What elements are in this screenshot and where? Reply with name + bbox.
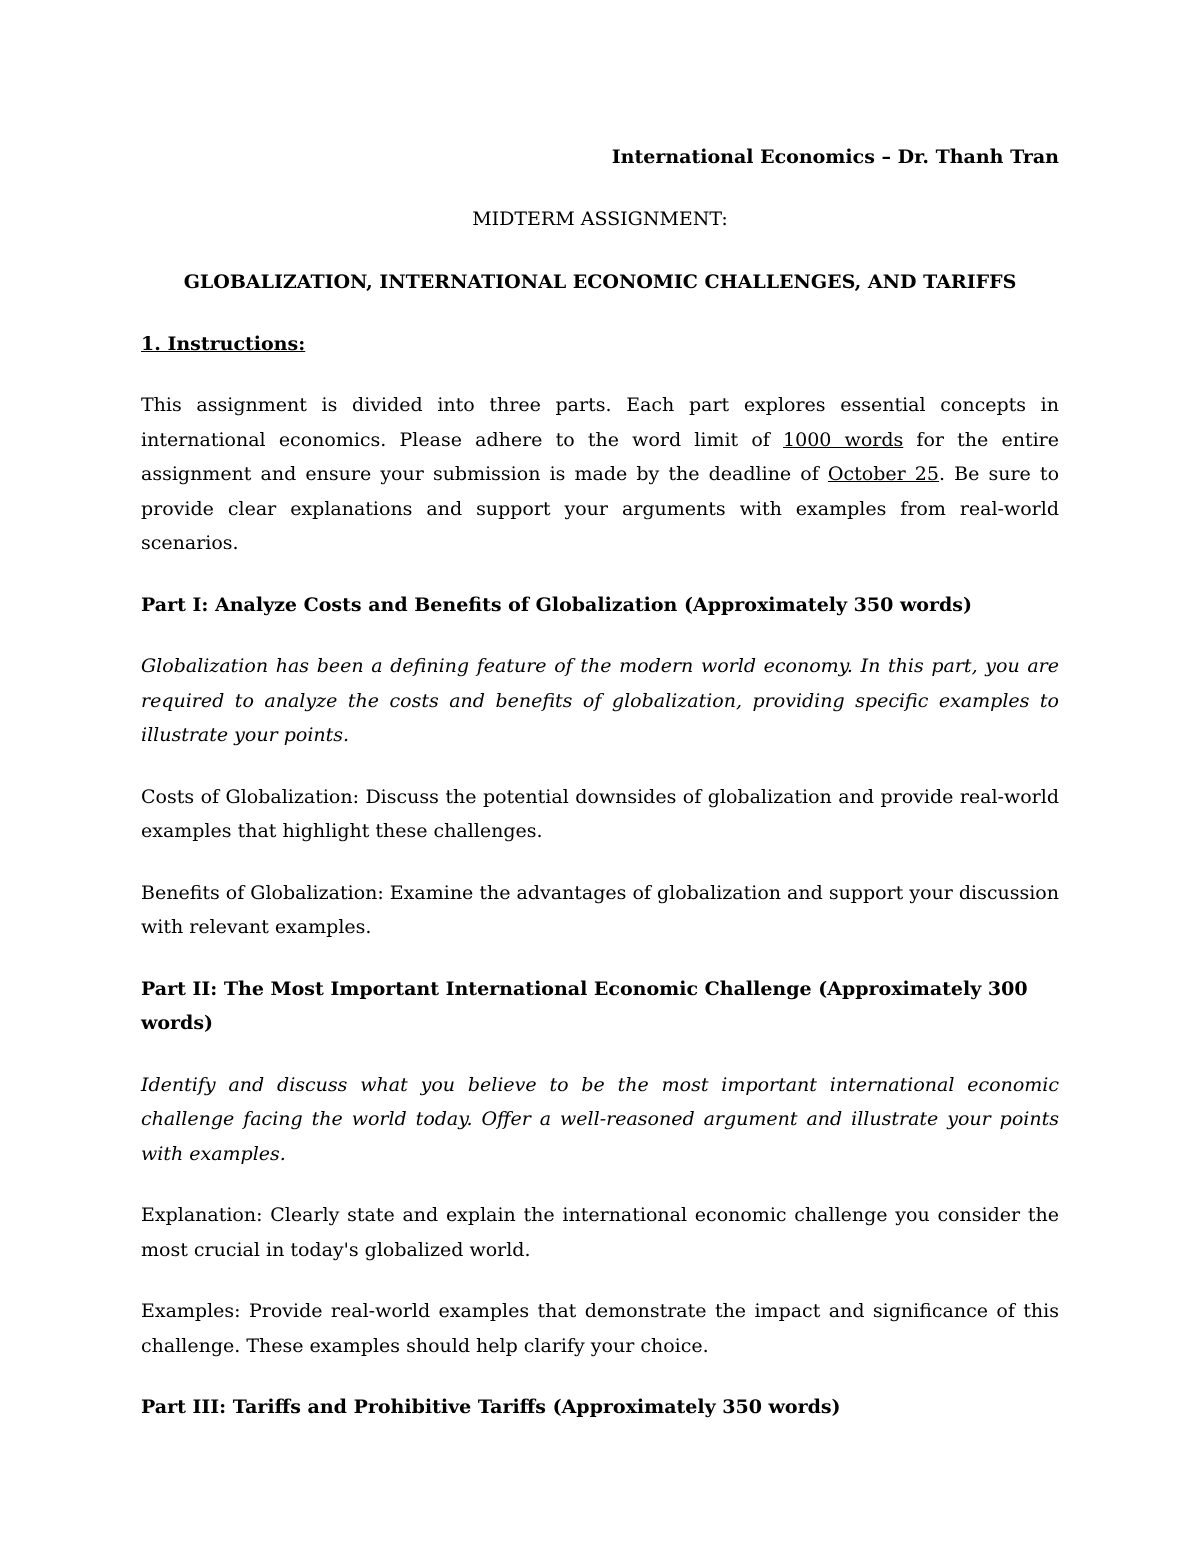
part1-intro: Globalization has been a defining feature of the modern world economy. In this part, you are required to analyze the costs and benefits of globalization, providing specific examples to illustrate your points. xyxy=(141,655,1059,746)
instructions-paragraph xyxy=(141,388,1059,561)
deadline: October 25 xyxy=(827,463,939,485)
document-body xyxy=(141,140,1059,1452)
part2-intro: Identify and discuss what you believe to be the most important international economic challenge facing the world today. Offer a well-reasoned argument and illustrate your points with examples. xyxy=(141,1073,1059,1165)
word-limit: 1000 words xyxy=(783,428,904,451)
instructions-text-1: This assignment is divided into three parts. Each part explores essential concepts in international economics. Please adhere to the word limit of xyxy=(141,394,1059,451)
part1-benefits: Benefits of Globalization: Examine the advantages of globalization and support your discussion with relevant examples. xyxy=(141,881,1059,938)
part2-heading: Part II: The Most Important International Economic Challenge (Approximately 300 words) xyxy=(141,977,1028,1034)
instructions-text-2: for the entire assignment and ensure your submission is made by the deadline of xyxy=(141,428,1059,485)
course-author-line: International Economics – Dr. Thanh Tran xyxy=(611,146,1059,168)
part1-costs: Costs of Globalization: Discuss the potential downsides of globalization and provide real-world examples that highlight these challenges. xyxy=(141,785,1059,842)
part1-heading: Part I: Analyze Costs and Benefits of Globalization (Approximately 350 words) xyxy=(141,593,972,616)
assignment-title: GLOBALIZATION, INTERNATIONAL ECONOMIC CHALLENGES, AND TARIFFS xyxy=(183,271,1017,293)
part2-explanation: Explanation: Clearly state and explain the international economic challenge you consider the most crucial in today's globalized world. xyxy=(141,1204,1059,1261)
instructions-heading: 1. Instructions: xyxy=(141,332,306,355)
part2-examples: Examples: Provide real-world examples that demonstrate the impact and significance of this challenge. These examples should help clarify your choice. xyxy=(141,1300,1059,1357)
part3-heading: Part III: Tariffs and Prohibitive Tariffs (Approximately 350 words) xyxy=(141,1396,841,1418)
assignment-label: MIDTERM ASSIGNMENT: xyxy=(472,207,728,230)
instructions-text-3: . Be sure to provide clear explanations and support your arguments with examples from real-world scenarios. xyxy=(141,463,1060,554)
